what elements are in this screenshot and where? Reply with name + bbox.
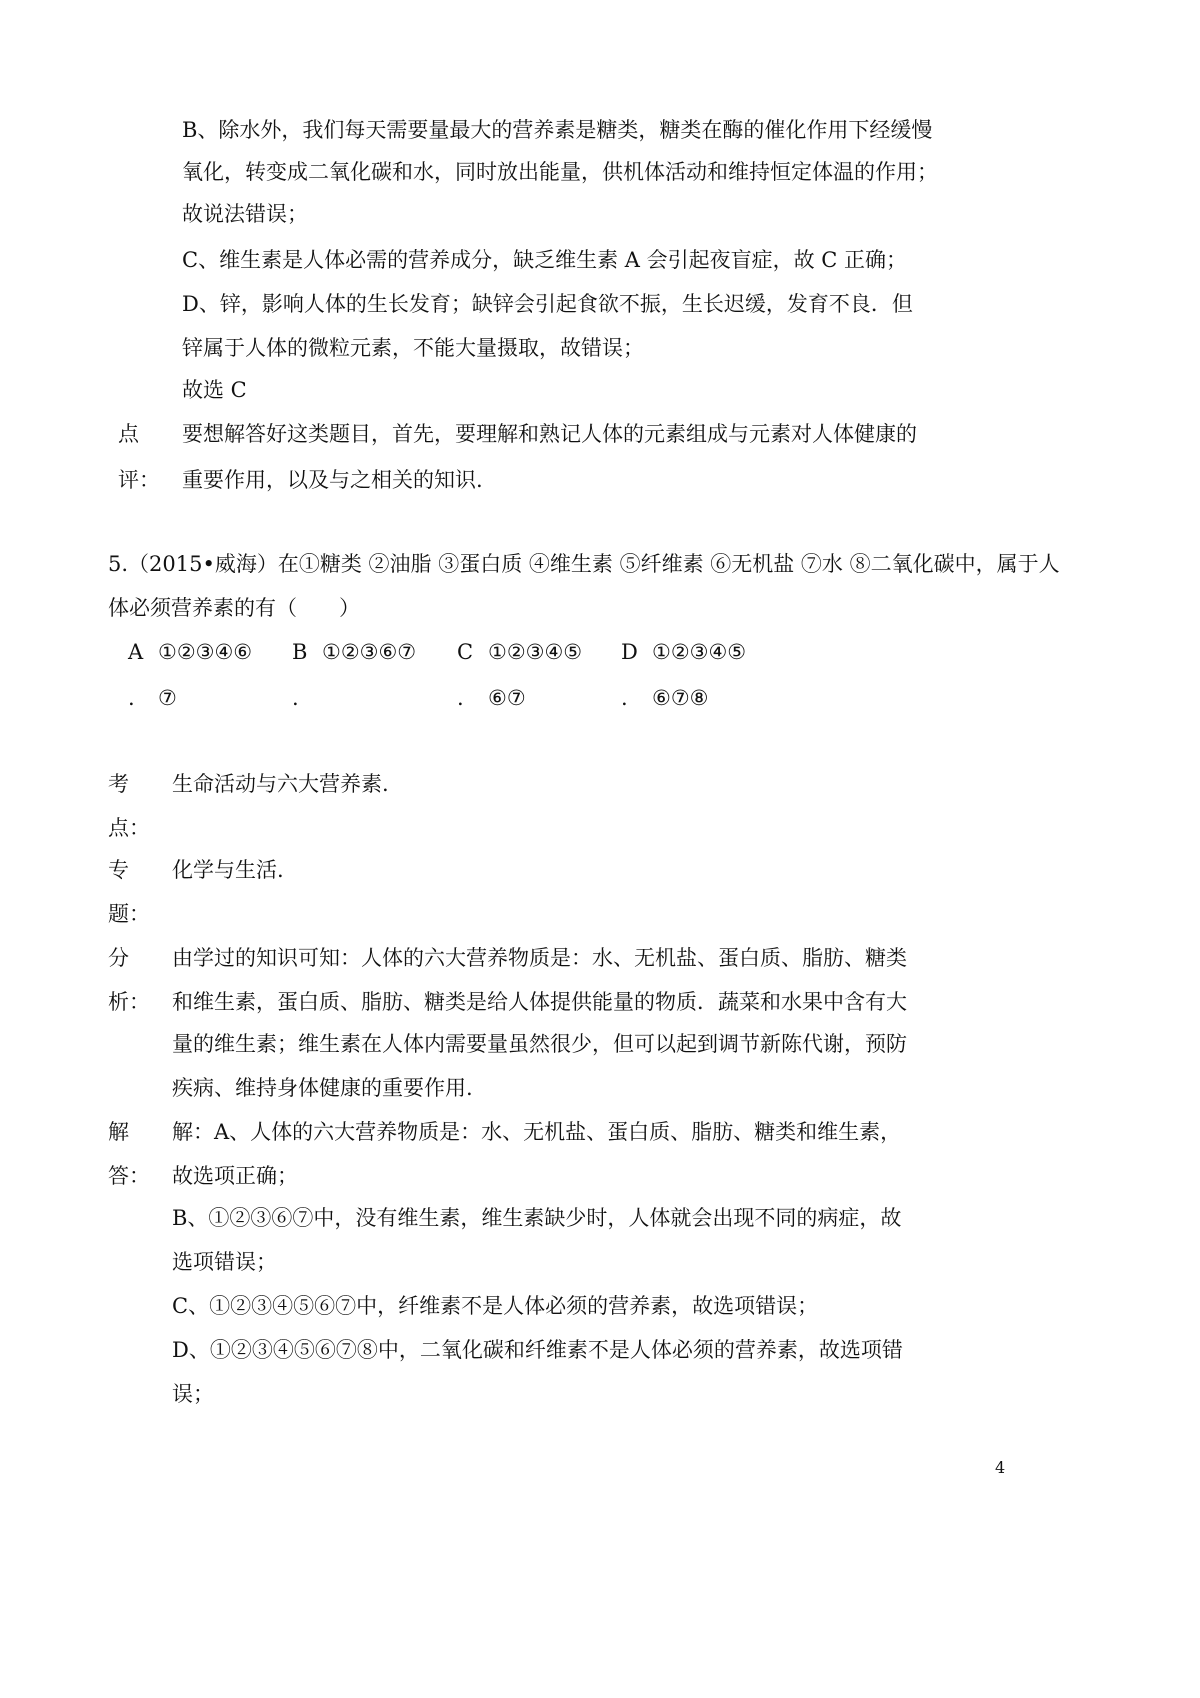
zhuanti-label: 题： bbox=[108, 902, 150, 926]
fenxi-label: 析： bbox=[108, 990, 150, 1014]
kaodian-label: 考 bbox=[108, 772, 129, 796]
option-letter: A bbox=[128, 640, 144, 664]
option-text: ①②③④⑤ bbox=[488, 640, 583, 664]
zhuanti-text: 化学与生活. bbox=[172, 858, 284, 882]
comment-label: 评： bbox=[118, 468, 160, 492]
option-text: ⑥⑦⑧ bbox=[652, 686, 709, 710]
option-dot: . bbox=[621, 686, 628, 710]
answer-line: 故选 C bbox=[182, 378, 247, 402]
fenxi-line: 由学过的知识可知：人体的六大营养物质是：水、无机盐、蛋白质、脂肪、糖类 bbox=[172, 946, 907, 970]
jieda-line: 解：A、人体的六大营养物质是：水、无机盐、蛋白质、脂肪、糖类和维生素， bbox=[172, 1120, 902, 1144]
option-text: ①②③④⑤ bbox=[652, 640, 747, 664]
comment-label: 点 bbox=[118, 422, 139, 446]
answer-line: B、除水外，我们每天需要量最大的营养素是糖类，糖类在酶的催化作用下经缓慢 bbox=[182, 118, 933, 142]
fenxi-label: 分 bbox=[108, 946, 129, 970]
option-text: ⑥⑦ bbox=[488, 686, 526, 710]
jieda-line: 选项错误； bbox=[172, 1250, 277, 1274]
fenxi-line: 和维生素，蛋白质、脂肪、糖类是给人体提供能量的物质．蔬菜和水果中含有大 bbox=[172, 990, 907, 1014]
jieda-line: 误； bbox=[172, 1382, 214, 1406]
option-text: ①②③⑥⑦ bbox=[322, 640, 417, 664]
option-dot: . bbox=[292, 686, 299, 710]
fenxi-line: 疾病、维持身体健康的重要作用. bbox=[172, 1076, 473, 1100]
jieda-line: C、①②③④⑤⑥⑦中，纤维素不是人体必须的营养素，故选项错误； bbox=[172, 1294, 819, 1318]
comment-line: 重要作用，以及与之相关的知识. bbox=[182, 468, 483, 492]
zhuanti-label: 专 bbox=[108, 858, 129, 882]
jieda-line: 故选项正确； bbox=[172, 1164, 298, 1188]
option-letter: B bbox=[292, 640, 308, 664]
answer-line: 锌属于人体的微粒元素，不能大量摄取，故错误； bbox=[182, 336, 644, 360]
option-letter: D bbox=[621, 640, 638, 664]
option-letter: C bbox=[457, 640, 474, 664]
option-dot: . bbox=[128, 686, 135, 710]
jieda-label: 答： bbox=[108, 1164, 150, 1188]
answer-line: C、维生素是人体必需的营养成分，缺乏维生素 A 会引起夜盲症，故 C 正确； bbox=[182, 248, 907, 272]
option-dot: . bbox=[457, 686, 464, 710]
question-stem: 体必须营养素的有（ ） bbox=[108, 596, 360, 620]
kaodian-label: 点： bbox=[108, 816, 150, 840]
kaodian-text: 生命活动与六大营养素. bbox=[172, 772, 389, 796]
answer-line: 故说法错误； bbox=[182, 202, 308, 226]
jieda-line: B、①②③⑥⑦中，没有维生素，维生素缺少时，人体就会出现不同的病症，故 bbox=[172, 1206, 902, 1230]
jieda-line: D、①②③④⑤⑥⑦⑧中，二氧化碳和纤维素不是人体必须的营养素，故选项错 bbox=[172, 1338, 903, 1362]
question-stem: 5.（2015•威海）在①糖类 ②油脂 ③蛋白质 ④维生素 ⑤纤维素 ⑥无机盐 ⑦水 ⑧二氧化碳中，属于人 bbox=[108, 552, 1060, 576]
fenxi-line: 量的维生素；维生素在人体内需要量虽然很少，但可以起到调节新陈代谢，预防 bbox=[172, 1032, 907, 1056]
answer-line: 氧化，转变成二氧化碳和水，同时放出能量，供机体活动和维持恒定体温的作用； bbox=[182, 160, 938, 184]
option-text: ①②③④⑥ bbox=[158, 640, 253, 664]
answer-line: D、锌，影响人体的生长发育；缺锌会引起食欲不振，生长迟缓，发育不良．但 bbox=[182, 292, 913, 316]
comment-line: 要想解答好这类题目，首先，要理解和熟记人体的元素组成与元素对人体健康的 bbox=[182, 422, 917, 446]
page-number: 4 bbox=[995, 1458, 1006, 1477]
jieda-label: 解 bbox=[108, 1120, 129, 1144]
option-text: ⑦ bbox=[158, 686, 177, 710]
